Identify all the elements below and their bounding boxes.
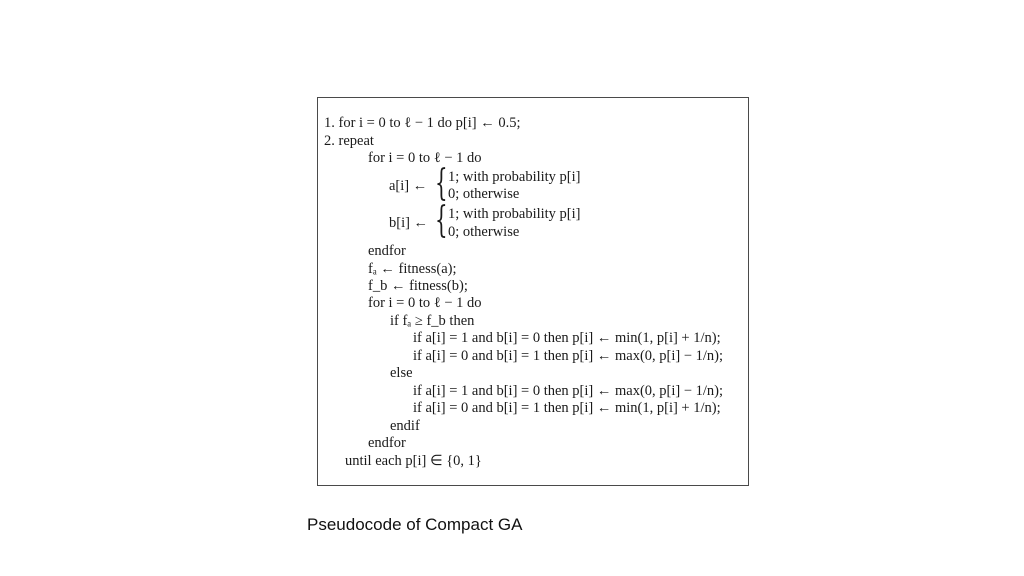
algo-a-case-2: 0; otherwise	[448, 186, 520, 202]
algo-a-assign: a[i] ←	[389, 178, 428, 194]
algo-b-assign: b[i] ←	[389, 215, 429, 231]
figure-caption: Pseudocode of Compact GA	[307, 515, 523, 534]
algo-line-fb: f_b ← fitness(b);	[368, 278, 468, 294]
algo-line-2: 2. repeat	[324, 133, 374, 149]
algo-line-endfor-1: endfor	[368, 243, 406, 259]
left-brace-icon: {	[435, 163, 448, 204]
algo-line-if-1: if a[i] = 1 and b[i] = 0 then p[i] ← min(1, p[i] + 1/n);	[413, 330, 721, 346]
algo-line-3: for i = 0 to ℓ − 1 do	[368, 150, 482, 166]
algo-b-case-1: 1; with probability p[i]	[448, 206, 581, 222]
left-brace-icon: {	[435, 200, 448, 241]
algo-line-fa: fₐ ← fitness(a);	[368, 261, 457, 277]
algo-b-case-2: 0; otherwise	[448, 224, 520, 240]
algo-line-endif: endif	[390, 418, 420, 434]
algo-line-endfor-2: endfor	[368, 435, 406, 451]
algo-line-else-2: if a[i] = 0 and b[i] = 1 then p[i] ← min(1, p[i] + 1/n);	[413, 400, 721, 416]
algo-line-1: 1. for i = 0 to ℓ − 1 do p[i] ← 0.5;	[324, 115, 521, 131]
algo-a-case-1: 1; with probability p[i]	[448, 169, 581, 185]
algo-line-else: else	[390, 365, 413, 381]
algo-line-if: if fₐ ≥ f_b then	[390, 313, 475, 329]
algo-line-until: until each p[i] ∈ {0, 1}	[345, 453, 482, 469]
pseudocode-figure	[317, 97, 749, 486]
algo-line-else-1: if a[i] = 1 and b[i] = 0 then p[i] ← max(0, p[i] − 1/n);	[413, 383, 724, 399]
algo-line-for-2: for i = 0 to ℓ − 1 do	[368, 295, 482, 311]
algo-line-if-2: if a[i] = 0 and b[i] = 1 then p[i] ← max(0, p[i] − 1/n);	[413, 348, 724, 364]
